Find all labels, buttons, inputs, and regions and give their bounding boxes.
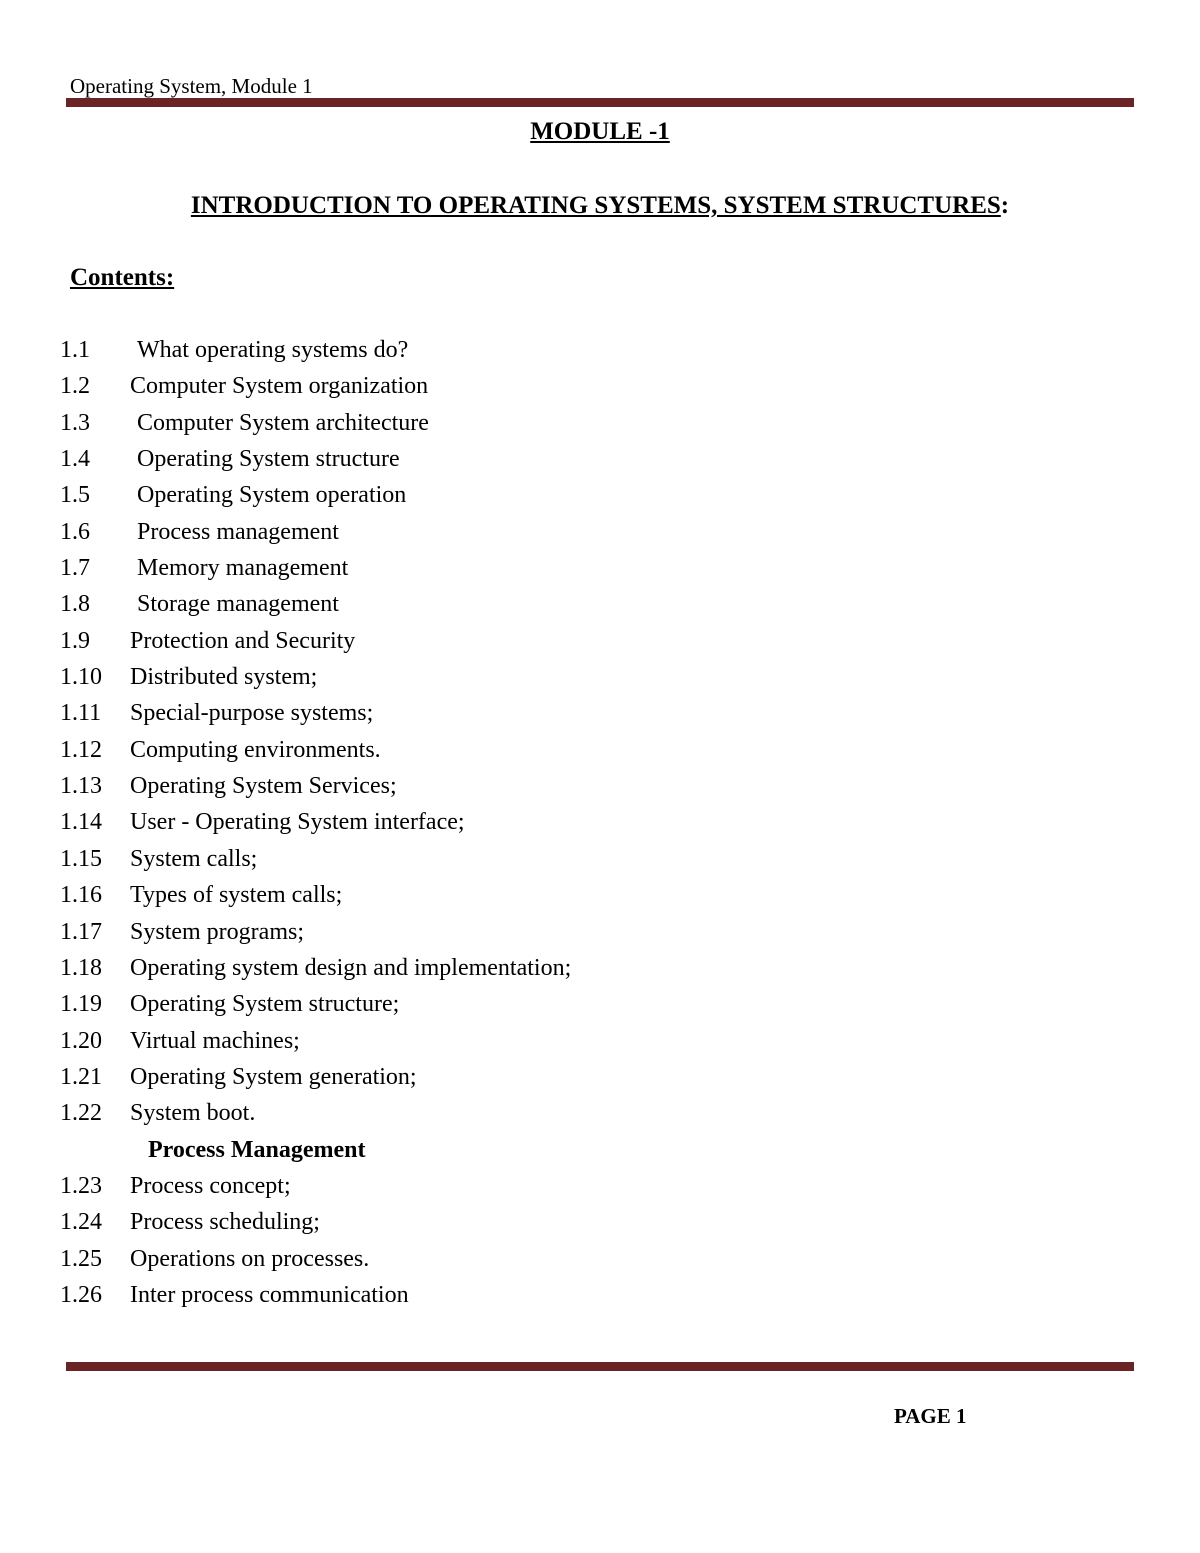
toc-item-number: 1.12: [60, 736, 102, 763]
toc-item-number: 1.14: [60, 809, 102, 836]
toc-item-title: Distributed system;: [130, 664, 318, 691]
toc-item: [60, 734, 960, 770]
toc-item: [60, 588, 960, 624]
toc-item-number: 1.26: [60, 1281, 102, 1308]
toc-item-title: Protection and Security: [130, 627, 356, 654]
toc-item-title: System programs;: [130, 918, 304, 945]
intro-title: [0, 190, 1200, 222]
toc-item-number: 1.11: [60, 700, 102, 727]
toc-item: [60, 770, 960, 806]
toc-item-number: 1.20: [60, 1027, 102, 1054]
toc-item: [60, 988, 960, 1024]
toc-item-number: 1.25: [60, 1245, 102, 1272]
toc-item-title: Operating System generation;: [130, 1063, 417, 1090]
toc-item: [60, 370, 960, 406]
toc-item-title: System calls;: [130, 845, 258, 872]
toc-section-heading: [60, 1134, 960, 1170]
toc-item: [60, 479, 960, 515]
toc-item: [60, 516, 960, 552]
toc-item-number: 1.3: [60, 409, 90, 436]
toc-item: [60, 334, 960, 370]
toc-item-number: 1.22: [60, 1100, 102, 1127]
toc-section-title: Process Management: [148, 1136, 366, 1163]
toc-item-number: 1.2: [60, 373, 90, 400]
toc-item-number: 1.23: [60, 1172, 102, 1199]
toc-item-title: Memory management: [137, 555, 349, 582]
page-number: PAGE 1: [894, 1404, 967, 1428]
toc-item-number: 1.19: [60, 991, 102, 1018]
toc-item-number: 1.21: [60, 1063, 102, 1090]
toc-item-title: Process scheduling;: [130, 1209, 320, 1236]
toc-item: [60, 916, 960, 952]
toc-item-title: Computer System organization: [130, 373, 429, 400]
toc-item-title: What operating systems do?: [137, 337, 409, 363]
toc-item-number: 1.8: [60, 591, 90, 618]
toc-item: [60, 1170, 960, 1206]
toc-item-number: 1.16: [60, 882, 102, 909]
toc-item-number: 1.15: [60, 845, 102, 872]
table-of-contents: [60, 334, 960, 1315]
toc-item-title: Computer System architecture: [137, 409, 429, 436]
toc-item-title: Operating system design and implementation;: [130, 954, 572, 981]
intro-title-text: INTRODUCTION TO OPERATING SYSTEMS, SYSTEM STRUCTURES: [190, 192, 1001, 219]
running-header: Operating System, Module 1: [70, 74, 313, 98]
toc-item-title: System boot.: [130, 1100, 256, 1127]
toc-item-title: Process management: [137, 518, 339, 545]
footer-rule: [66, 1362, 1134, 1371]
toc-item-title: Storage management: [137, 591, 339, 618]
toc-item-number: 1.13: [60, 773, 102, 800]
toc-item: [60, 806, 960, 842]
toc-item: [60, 1279, 960, 1315]
toc-item-title: Operating System structure;: [130, 991, 400, 1018]
contents-heading: Contents:: [70, 264, 175, 291]
toc-item-title: Operating System structure: [137, 446, 400, 473]
toc-item-number: 1.5: [60, 482, 90, 509]
intro-title-colon: :: [1000, 192, 1010, 219]
toc-item-title: Inter process communication: [130, 1281, 409, 1308]
toc-item: [60, 1243, 960, 1279]
toc-item-number: 1.18: [60, 954, 102, 981]
toc-item: [60, 443, 960, 479]
toc-item: [60, 552, 960, 588]
toc-item: [60, 1097, 960, 1133]
toc-item: [60, 879, 960, 915]
toc-item: [60, 1206, 960, 1242]
toc-item-title: Special-purpose systems;: [130, 700, 374, 727]
toc-item: [60, 1061, 960, 1097]
toc-item-number: 1.1: [60, 337, 90, 363]
toc-item-number: 1.4: [60, 446, 90, 473]
toc-item-number: 1.10: [60, 664, 102, 691]
module-title: MODULE -1: [530, 118, 670, 145]
toc-item-number: 1.7: [60, 555, 90, 582]
toc-item: [60, 697, 960, 733]
toc-item-title: Types of system calls;: [130, 882, 343, 909]
toc-item: [60, 625, 960, 661]
toc-item: [60, 1025, 960, 1061]
toc-item-title: Process concept;: [130, 1172, 291, 1199]
toc-item-number: 1.17: [60, 918, 102, 945]
header-rule: [66, 98, 1134, 107]
toc-item-title: Operating System Services;: [130, 773, 397, 800]
toc-item-title: Computing environments.: [130, 736, 381, 763]
toc-item-number: 1.24: [60, 1209, 102, 1236]
toc-item: [60, 952, 960, 988]
toc-item-number: 1.6: [60, 518, 90, 545]
toc-item-number: 1.9: [60, 627, 90, 654]
toc-item: [60, 661, 960, 697]
toc-item-title: User - Operating System interface;: [130, 809, 465, 836]
toc-item-title: Operating System operation: [137, 482, 407, 509]
toc-item-title: Virtual machines;: [130, 1027, 300, 1054]
toc-item-title: Operations on processes.: [130, 1245, 370, 1272]
toc-item: [60, 407, 960, 443]
toc-item: [60, 843, 960, 879]
